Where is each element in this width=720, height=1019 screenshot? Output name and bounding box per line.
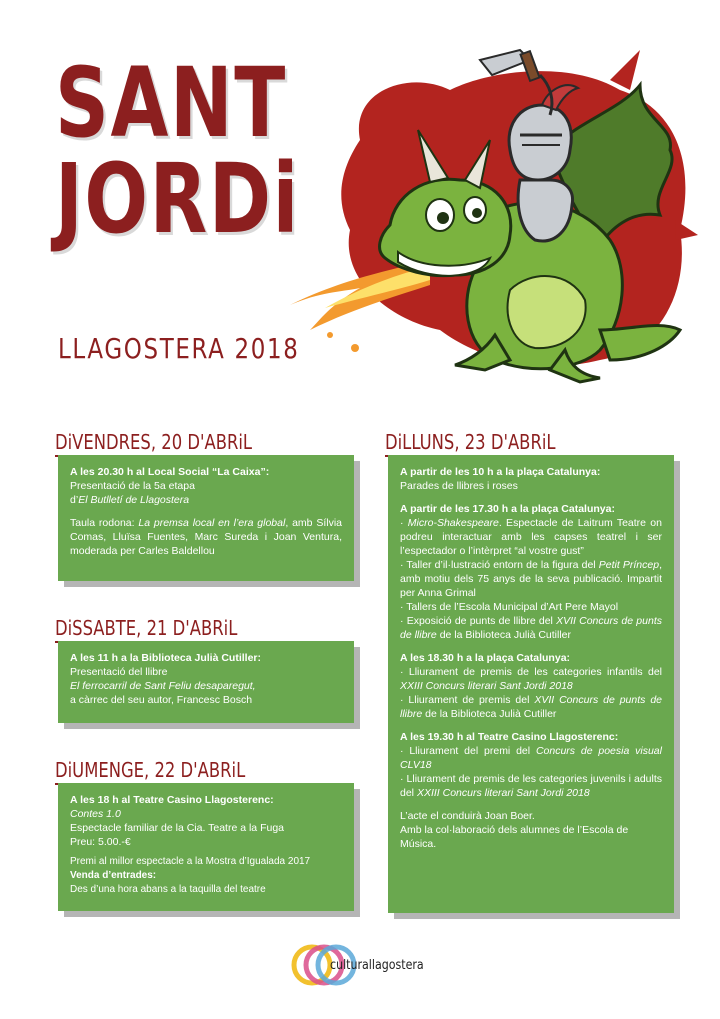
monday-s3-heading: A les 18.30 h a la plaça Catalunya: bbox=[400, 652, 571, 664]
saturday-heading: A les 11 h a la Biblioteca Julià Cutiller: bbox=[70, 652, 262, 664]
sunday-line-5: Venda d’entrades: bbox=[70, 870, 157, 881]
saturday-line-2: El ferrocarril de Sant Feliu desaparegut, bbox=[70, 680, 256, 692]
friday-heading: A les 20.30 h al Local Social “La Caixa”: bbox=[70, 466, 270, 478]
poster-subtitle: LLAGOSTERA 2018 bbox=[58, 332, 300, 365]
event-box-friday bbox=[58, 455, 354, 581]
monday-s3-item-1: · Lliurament de premis de les categories infantils del XXIII Concurs literari Sant Jordi 2018 bbox=[400, 666, 662, 692]
monday-s2-item-4: · Exposició de punts de llibre del XVII Concurs de punts de llibre de la Biblioteca Julià Cutiller bbox=[400, 615, 662, 641]
header-sunday: DiUMENGE, 22 D'ABRiL bbox=[55, 758, 245, 785]
monday-s1-heading: A partir de les 10 h a la plaça Catalunya: bbox=[400, 466, 601, 478]
header-saturday: DiSSABTE, 21 D'ABRiL bbox=[55, 616, 237, 643]
header-monday: DiLLUNS, 23 D'ABRiL bbox=[385, 430, 556, 457]
monday-s2-item-2: · Taller d’il·lustració entorn de la figura del Petit Príncep, amb motiu dels 75 anys de la seva publicació. Impartit per Anna Grimal bbox=[400, 559, 662, 599]
sunday-line-4: Premi al millor espectacle a la Mostra d’Igualada 2017 bbox=[70, 856, 311, 867]
monday-s2-item-3: · Tallers de l’Escola Municipal d’Art Pere Mayol bbox=[400, 601, 619, 613]
monday-s1-line: Parades de llibres i roses bbox=[400, 480, 518, 492]
header-friday: DiVENDRES, 20 D'ABRiL bbox=[55, 430, 252, 457]
knight-dragon-illustration bbox=[280, 30, 700, 390]
title-line-2: JORDi bbox=[55, 143, 300, 255]
monday-s5-line-2: Amb la col·laboració dels alumnes de l’Escola de Música. bbox=[400, 824, 629, 850]
event-box-monday bbox=[388, 455, 674, 913]
saturday-line-1: Presentació del llibre bbox=[70, 666, 168, 678]
monday-s2-heading: A partir de les 17.30 h a la plaça Catalunya: bbox=[400, 503, 615, 515]
monday-s4-item-1: · Lliurament del premi del Concurs de poesia visual CLV18 bbox=[400, 745, 662, 771]
event-box-saturday bbox=[58, 641, 354, 723]
monday-s2-item-1: · Micro-Shakespeare. Espectacle de Laitrum Teatre on podreu interactuar amb les capses teatrel i ser l’espectador o l’intèrpret “al vostre gust” bbox=[400, 517, 662, 557]
sunday-heading: A les 18 h al Teatre Casino Llagosterenc: bbox=[70, 794, 274, 806]
monday-s4-item-2: · Lliurament de premis de les categories juvenils i adults del XXIII Concurs literari Sant Jordi 2018 bbox=[400, 773, 662, 799]
friday-line-2: d’El Butlletí de Llagostera bbox=[70, 494, 190, 506]
friday-round-table: Taula rodona: La premsa local en l’era global, amb Sílvia Comas, Lluïsa Fuentes, Marc Sureda i Joan Ventura, moderada per Carles Baldellou bbox=[70, 517, 342, 557]
poster-title bbox=[55, 47, 310, 255]
monday-s5-line-1: L’acte el conduirà Joan Boer. bbox=[400, 810, 535, 822]
monday-s3-item-2: · Lliurament de premis del XVII Concurs de punts de llibre de la Biblioteca Julià Cutiller bbox=[400, 694, 662, 720]
monday-s4-heading: A les 19.30 h al Teatre Casino Llagosterenc: bbox=[400, 731, 619, 743]
sunday-line-6: Des d’una hora abans a la taquilla del teatre bbox=[70, 884, 266, 895]
sunday-line-3: Preu: 5.00.-€ bbox=[70, 836, 131, 848]
sunday-line-2: Espectacle familiar de la Cia. Teatre a la Fuga bbox=[70, 822, 284, 834]
saturday-line-3: a càrrec del seu autor, Francesc Bosch bbox=[70, 694, 253, 706]
event-box-sunday bbox=[58, 783, 354, 911]
friday-line-1: Presentació de la 5a etapa bbox=[70, 480, 195, 492]
title-line-1: SANT bbox=[55, 47, 287, 159]
sunday-line-1: Contes 1.0 bbox=[70, 808, 121, 820]
logo-text: culturallagostera bbox=[330, 958, 424, 973]
